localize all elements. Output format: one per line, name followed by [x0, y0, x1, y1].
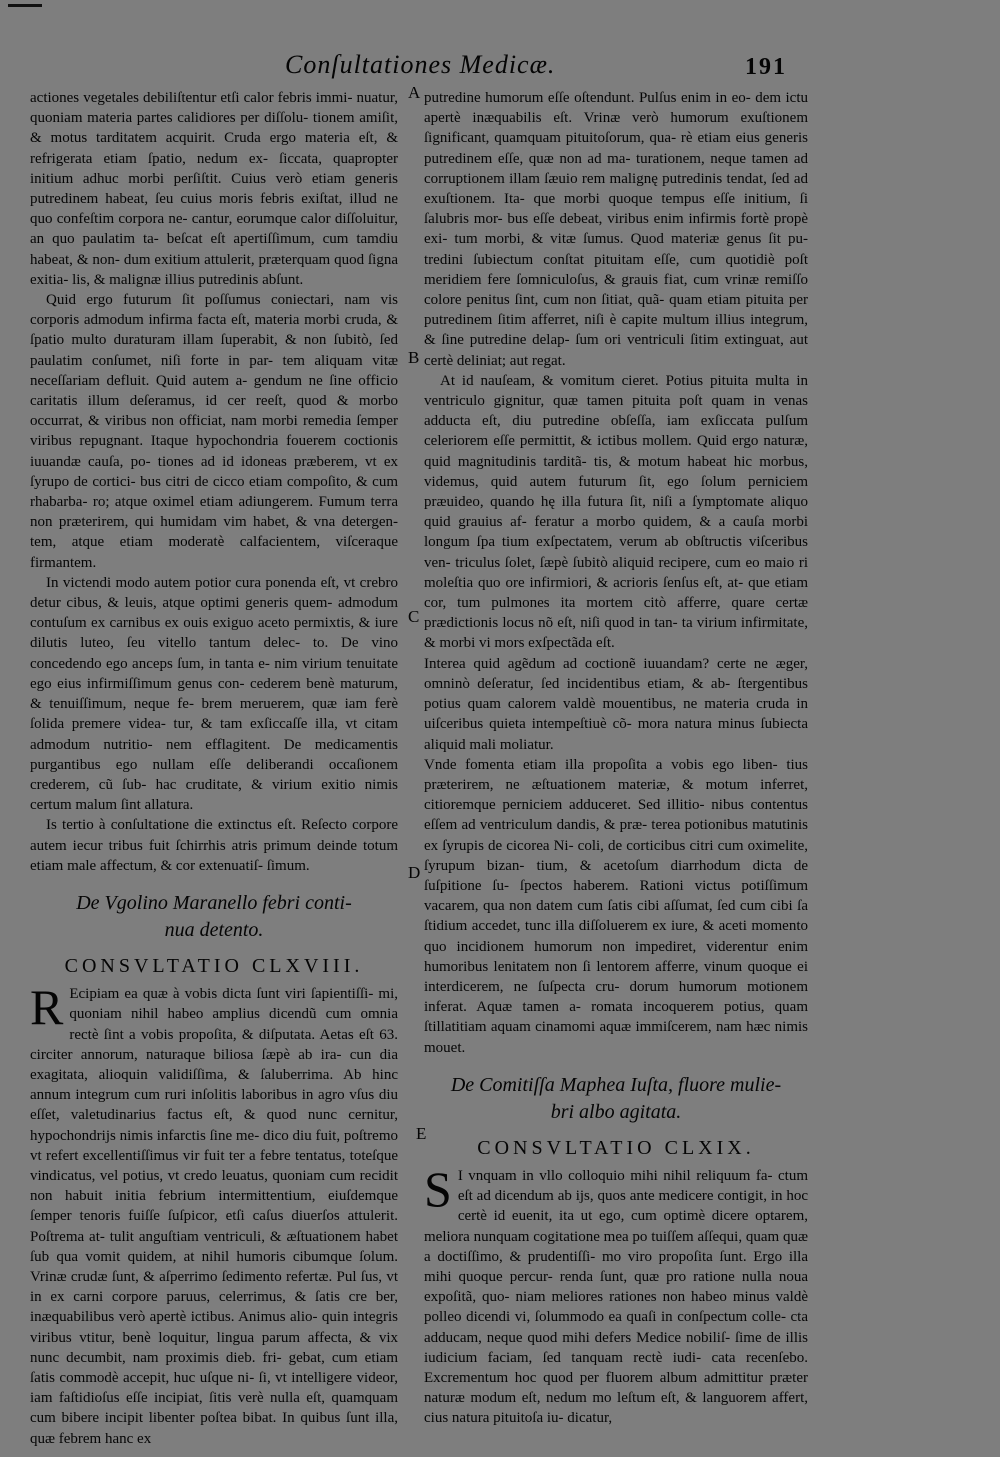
drop-cap: R	[30, 979, 64, 1036]
paragraph	[30, 979, 398, 1449]
heading-line: bri albo agitata.	[550, 1100, 682, 1123]
page-number: 191	[745, 54, 787, 80]
paragraph-text: Ecipiam ea quæ à vobis dicta ſunt viri ſapientiſſi- mi, quoniam nihil habeo amplius dicendũ cum omnia rectè ſint a vobis propoſita, & diſputata. Aetas eſt 63. circiter annorum, naturaque biliosa ſæpè ab ira- cun dia exagitata, alioquin validiſſima, & ſaluberrima. Ab hinc annum integrum cum ruri inſolitis laboribus in agro vſus diu eſſet, valetudinarius factus eſt, & quod nunc cernitur, hypochondrijs nimis infarctis ſine me- dico diu fuit, poſtremo vt refert excellentiſſimus vir fuit ter a febre tentatus, toteſque vindicatus, vel potius, vt credo leuatus, quoniam cum recidit non habuit initia febrium intermittentium, eiuſdemque ſemper tenoris fuiſſe ſuſpicor, etſi caſus diuerſos attulerit. Poſtrema at- tulit anguſtiam ventriculi, & æſtuationem habet ſub qua vomit quidem, at nihil humoris cibumque ſolum. Vrinæ crudæ ſunt, & aſperrimo ſedimento refertæ. Pul ſus, vt in ex carni corpore paruus, celerrimus, & ſatis cre ber, inæquabilibus verò apertè ictibus. Animus alio- quin integris viribus vtitur, benè loquitur, lingua parum affecta, & vix nunc decumbit, nam proximis dieb. fri- gebat, cum etiam ſatis commodè accepit, huc uſque ni- ſi, vt intelligere videor, iam faſtidioſus eſſe incipiat, ſitis verè nulla eſt, quamquam cum bibere incipit libenter poſtea bibat. In quibus ſunt illa, quæ febrem hanc ex	[30, 986, 398, 1447]
paragraph: Vnde fomenta etiam illa propoſita a vobis ego liben- tius præterirem, ne æſtuationem materiæ, & motum inferret, citioremque perniciem adduceret. Sed illitio- nibus contentus eſſem ad ventriculum dandis, & præ- terea potionibus matutinis ex ſyrupis de cicorea Ni- coli, de corticibus citri cum oximelite, ſyrupum bizan- tium, & acetoſum diarrhodum dicta de ſuſpitione ſu- ſpectos haberem. Rationi victus potiſſimum vacarem, qua non datem cum ſatis cibi aſſumat, ſed cum cibi ſa ſtidium accedet, tunc illa diſſoluerem ex iure, & aceti momento quo incidionem humorum non impediret, viderentur enim humoribus lenitatem non ſi lentorem afferre, vinum quoque ei interdicerem, ne ſuſpecta cru- dorum humorum motionem inferat. Aquæ tamen a- romata incoquerem potius, quam ſtillatitiam aquam cinamomi aquæ immiſcerem, nam hæc nimis mouet.	[424, 756, 808, 1056]
consultation-title: CONSVLTATIO CLXIX.	[477, 1136, 755, 1159]
left-column	[30, 88, 398, 1449]
top-rule	[8, 4, 42, 7]
margin-letter-e: E	[416, 1124, 427, 1143]
margin-letter-c: C	[408, 607, 420, 626]
paragraph: putredine humorum eſſe oſtendunt. Pulſus enim in eo- dem ictu apertè inæquabilis eſt. Vrinæ verò humorum exuſtionem ſignificant, quamquam pituitoſorum, qua- rè etiam eius generis putredinem eſſe, quæ non ad ma- turationem, neque tamen ad corruptionem illam ſæuio rem malignę putredinis tendat, ſed ad exuſtionem. Ita- que morbi quoque tempus eſſe initium, ſi ſalubris mor- bus eſſe debeat, viribus enim infirmis fortè propè exi- tum morbi, & vitæ ſumus. Quod materiæ genus ſit pu- tredini ſubiectum conſtat pituitam eſſe, cum quotidiè poſt meridiem fere ſomniculoſus, & grauis fiat, cum vrinæ remiſſo colore penitus ſint, cum non ſitiat, quã- quam etiam pituita per putredinem ſitim afferret, niſi è capite multum illius integrum, & ſine putredine delap- ſum ori ventriculi ſitim extinguat, aut certè deliniat; aut regat.	[424, 90, 808, 369]
paragraph: Quid ergo futurum ſit poſſumus coniectari, nam vis corporis admodum infirma facta eſt, materia morbi cruda, & ſpatio multo duraturam illam ſuperabit, & non ſubitò, ſed paulatim conſumet, niſi forte in par- tem aliquam vitæ neceſſariam defluit. Quid autem a- gendum ne ſine officio caritatis illum deſeramus, id cer reeſt, quod & morbo occurrat, & viribus non officiat, nam morbi remedia ſemper viribus repugnant. Itaque hypochondria fouerem coctionis iuuandæ cauſa, po- tiones ad id idoneas præberem, vt ex ſyrupo de cortici- bus citri de cicco etiam compoſito, & cum rhabarba- ro; atque oximel etiam adiungerem. Fumum terra non præterirem, qui humidam vim habet, & vna detergen- tem, atque etiam moderatè calfacientem, viſceraque firmantem.	[30, 292, 398, 571]
margin-letter-b: B	[408, 348, 420, 367]
paragraph: Is tertio à conſultatione die extinctus eſt. Reſecto corpore autem iecur tribus fuit ſchirrhis atris primum deinde totum etiam male affectum, & cor extenuatiſ- ſimum.	[30, 817, 398, 874]
drop-cap: S	[424, 1160, 452, 1217]
right-column	[424, 88, 808, 1429]
paragraph	[424, 1160, 808, 1429]
heading-line: nua detento.	[164, 918, 264, 941]
paragraph-text: I vnquam in vllo colloquio mihi nihil reliquum fa- ctum eſt ad dicendum ab ijs, quos ante medicere contigit, in hoc certè id euenit, ita ut ego, cum optimè dicere optarem, meliora nunquam cogitatione mea po tuiſſem aſſequi, quam quæ a doctiſſimo, & prudentiſſi- mo viro propoſita ſunt. Ergo illa mihi quoque percur- renda ſunt, quæ pro ratione nulla noua expoſitã, quo- niam meliores rationes non habeo minus valdè polleo dicendi vi, ſolummodo ea quaſi in conſpectum colle- cta adducam, neque quod mihi defers Medice nobiliſ- ſime de illis iudicium faciam, ſed tanquam rectè iudi- cata recenſebo. Excrementum hoc quod per fluorem album admittitur præter naturæ modum eſt, nedum mo leſtum eſt, & languorem affert, cius natura pituitoſa iu- dicatur,	[424, 1167, 808, 1427]
heading-line: De Vgolino Maranello febri conti-	[76, 891, 352, 914]
paragraph: Interea quid agẽdum ad coctionẽ iuuandam? certe ne æger, omninò deſeratur, ſed incidentibus etiam, & ab- ſtergentibus potius quam calorem valdè mouentibus, ne materia cruda in uiſceribus quieta intempeſtiuè cõ- mora natura minus ſubiecta aliquid mali moliatur.	[424, 655, 808, 753]
margin-letter-d: D	[408, 863, 421, 882]
paragraph: actiones vegetales debiliſtentur etſi calor febris immi- nuatur, quoniam materia partes calidiores per diſſolu- tionem amiſit, & motus tarditatem acquirit. Cruda ergo materia eſt, & refrigerata etiam ſpatio, nedum ex- ſiccata, quapropter initium adhuc morbi perſiſtit. Cuius verò etiam generis putredinem habeat, ſeu cuius moris febris exiſtat, illud ne quo confeſtim corpora ne- cantur, eorumque calor diſſoluitur, an quo paulatim ta- beſcat eſt apertiſſimum, cum tamdiu habeat, & non- dum exitium attulerit, præterquam quod ſigna exitia- lis, & malignæ illius putredinis abſunt.	[30, 90, 398, 288]
heading-line: De Comitiſſa Maphea Iuſta, fluore mulie-	[450, 1073, 782, 1096]
paragraph: At id nauſeam, & vomitum cieret. Potius pituita multa in ventriculo gignitur, quæ tamen pituita poſt quam in venas adducta eſt, diu putredine obſeſſa, iam exſiccata pulſum celeriorem eſſe permittit, & ictibus mollem. Quid ergo naturæ, quid magnitudinis tarditã- tis, & motum habeat hic morbus, videmus, quid autem futurum ſit, ego ſolum perniciem præuideo, quando hę illa futura ſit, niſi a ſymptomate aliquo quid grauius af- feratur a morbo quidem, & a cauſa morbi longum ſpa tium exſpectatem, verum ab obſtructis viſceribus ven- triculus ſolet, ſæpè ſubitò aliquid recipere, cum eo maio ri moleſtia quo ore infirmiori, & acrioris ſenſus eſt, at- que etiam cor, tum pulmones ita mortem citò afferre, quare certæ prædictionis locus nõ eſt, niſi quod in tan- ta virium infirmitate, & morbi vi mors exſpectãda eſt.	[424, 372, 808, 652]
section-heading	[30, 890, 398, 944]
margin-letter-a: A	[408, 83, 421, 102]
running-title: Conſultationes Medicæ.	[285, 50, 556, 79]
paragraph: In victendi modo autem potior cura ponenda eſt, vt crebro detur cibus, & leuis, atque optimi generis quem- admodum contuſum ex carnibus ex ouis exiguo aceto permixtis, & iure dilutis luteo, ſeu vitello tantum delec- to. De vino concedendo ego anceps ſum, in tanta e- nim virium tenuitate ego eius infirmiſſimum genus con- cederem benè maturum, & tenuiſſimum, neque fe- brem meruerem, quæ iam ferè ſolida premere videa- tur, & tam exſiccaſſe illa, vt citam admodum nutritio- nem efflagitent. De medicamentis purgantibus ego nullam eſſe deliberandi occaſionem crederem, cũ ſub- hac cruditate, & virium exitio nimis certum malum ſint allatura.	[30, 574, 398, 814]
consultation-title: CONSVLTATIO CLXVIII.	[64, 954, 364, 977]
section-heading	[424, 1072, 808, 1126]
